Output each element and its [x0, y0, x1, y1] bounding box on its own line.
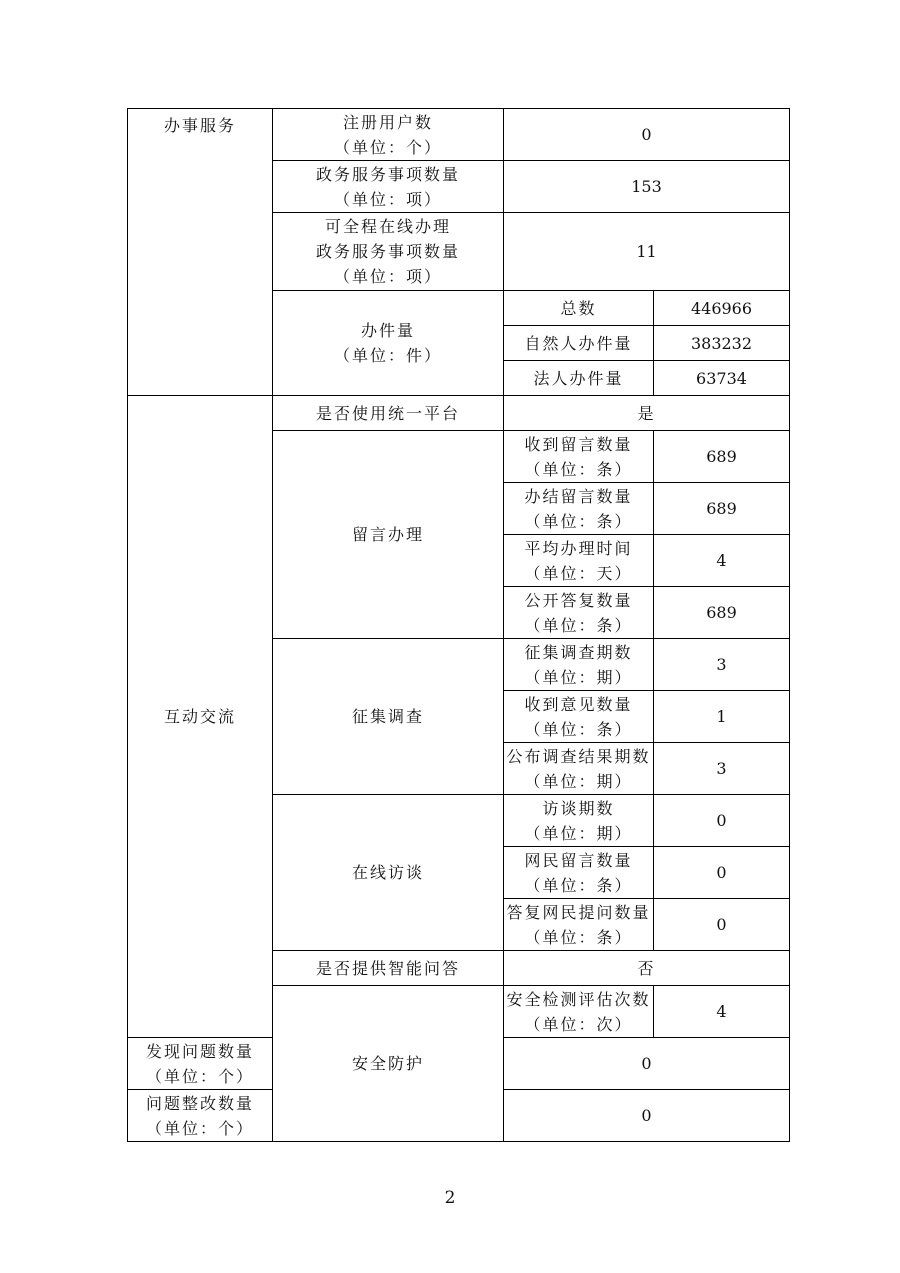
row-label-online-items: 可全程在线办理 政务服务事项数量 （单位：项） — [273, 213, 504, 291]
value-smart-qa: 否 — [504, 951, 790, 986]
section-label-service: 办事服务 — [128, 109, 273, 396]
value-interview-periods: 0 — [654, 795, 790, 847]
row-label-registered-users: 注册用户数 （单位：个） — [273, 109, 504, 161]
sub-label-survey-periods: 征集调查期数 （单位：期） — [504, 639, 654, 691]
value-registered-users: 0 — [504, 109, 790, 161]
value-online-items: 11 — [504, 213, 790, 291]
value-total: 446966 — [654, 291, 790, 326]
sub-label-natural-person: 自然人办件量 — [504, 326, 654, 361]
sub-label-messages-closed: 办结留言数量 （单位：条） — [504, 483, 654, 535]
row-label-unified-platform: 是否使用统一平台 — [273, 396, 504, 431]
value-unified-platform: 是 — [504, 396, 790, 431]
sub-label-netizen-messages: 网民留言数量 （单位：条） — [504, 847, 654, 899]
value-service-items: 153 — [504, 161, 790, 213]
sub-label-survey-results: 公布调查结果期数 （单位：期） — [504, 743, 654, 795]
value-legal-person: 63734 — [654, 361, 790, 396]
sub-label-interview-periods: 访谈期数 （单位：期） — [504, 795, 654, 847]
value-survey-periods: 3 — [654, 639, 790, 691]
value-public-replies: 689 — [654, 587, 790, 639]
row-label-online-interview: 在线访谈 — [273, 795, 504, 951]
row-label-case-volume: 办件量 （单位：件） — [273, 291, 504, 396]
section-label-interaction: 互动交流 — [128, 396, 273, 1038]
page-number: 2 — [444, 1188, 456, 1208]
sub-label-total: 总数 — [504, 291, 654, 326]
row-label-issues-fixed: 问题整改数量 （单位：个） — [128, 1090, 273, 1142]
row-label-message-handling: 留言办理 — [273, 431, 504, 639]
section-label-security: 安全防护 — [273, 986, 504, 1142]
value-issues-fixed: 0 — [504, 1090, 790, 1142]
value-average-time: 4 — [654, 535, 790, 587]
sub-label-netizen-replies: 答复网民提问数量 （单位：条） — [504, 899, 654, 951]
value-opinions-received: 1 — [654, 691, 790, 743]
value-security-checks: 4 — [654, 986, 790, 1038]
sub-label-public-replies: 公开答复数量 （单位：条） — [504, 587, 654, 639]
row-label-issues-found: 发现问题数量 （单位：个） — [128, 1038, 273, 1090]
sub-label-messages-received: 收到留言数量 （单位：条） — [504, 431, 654, 483]
value-messages-closed: 689 — [654, 483, 790, 535]
table-row — [128, 109, 790, 161]
value-natural-person: 383232 — [654, 326, 790, 361]
sub-label-average-time: 平均办理时间 （单位：天） — [504, 535, 654, 587]
sub-label-opinions-received: 收到意见数量 （单位：条） — [504, 691, 654, 743]
value-survey-results: 3 — [654, 743, 790, 795]
value-netizen-replies: 0 — [654, 899, 790, 951]
row-label-smart-qa: 是否提供智能问答 — [273, 951, 504, 986]
value-messages-received: 689 — [654, 431, 790, 483]
table-row — [128, 396, 790, 431]
row-label-survey: 征集调查 — [273, 639, 504, 795]
row-label-security-checks: 安全检测评估次数 （单位：次） — [504, 986, 654, 1038]
statistics-table — [127, 108, 790, 1142]
sub-label-legal-person: 法人办件量 — [504, 361, 654, 396]
row-label-service-items: 政务服务事项数量 （单位：项） — [273, 161, 504, 213]
value-netizen-messages: 0 — [654, 847, 790, 899]
value-issues-found: 0 — [504, 1038, 790, 1090]
